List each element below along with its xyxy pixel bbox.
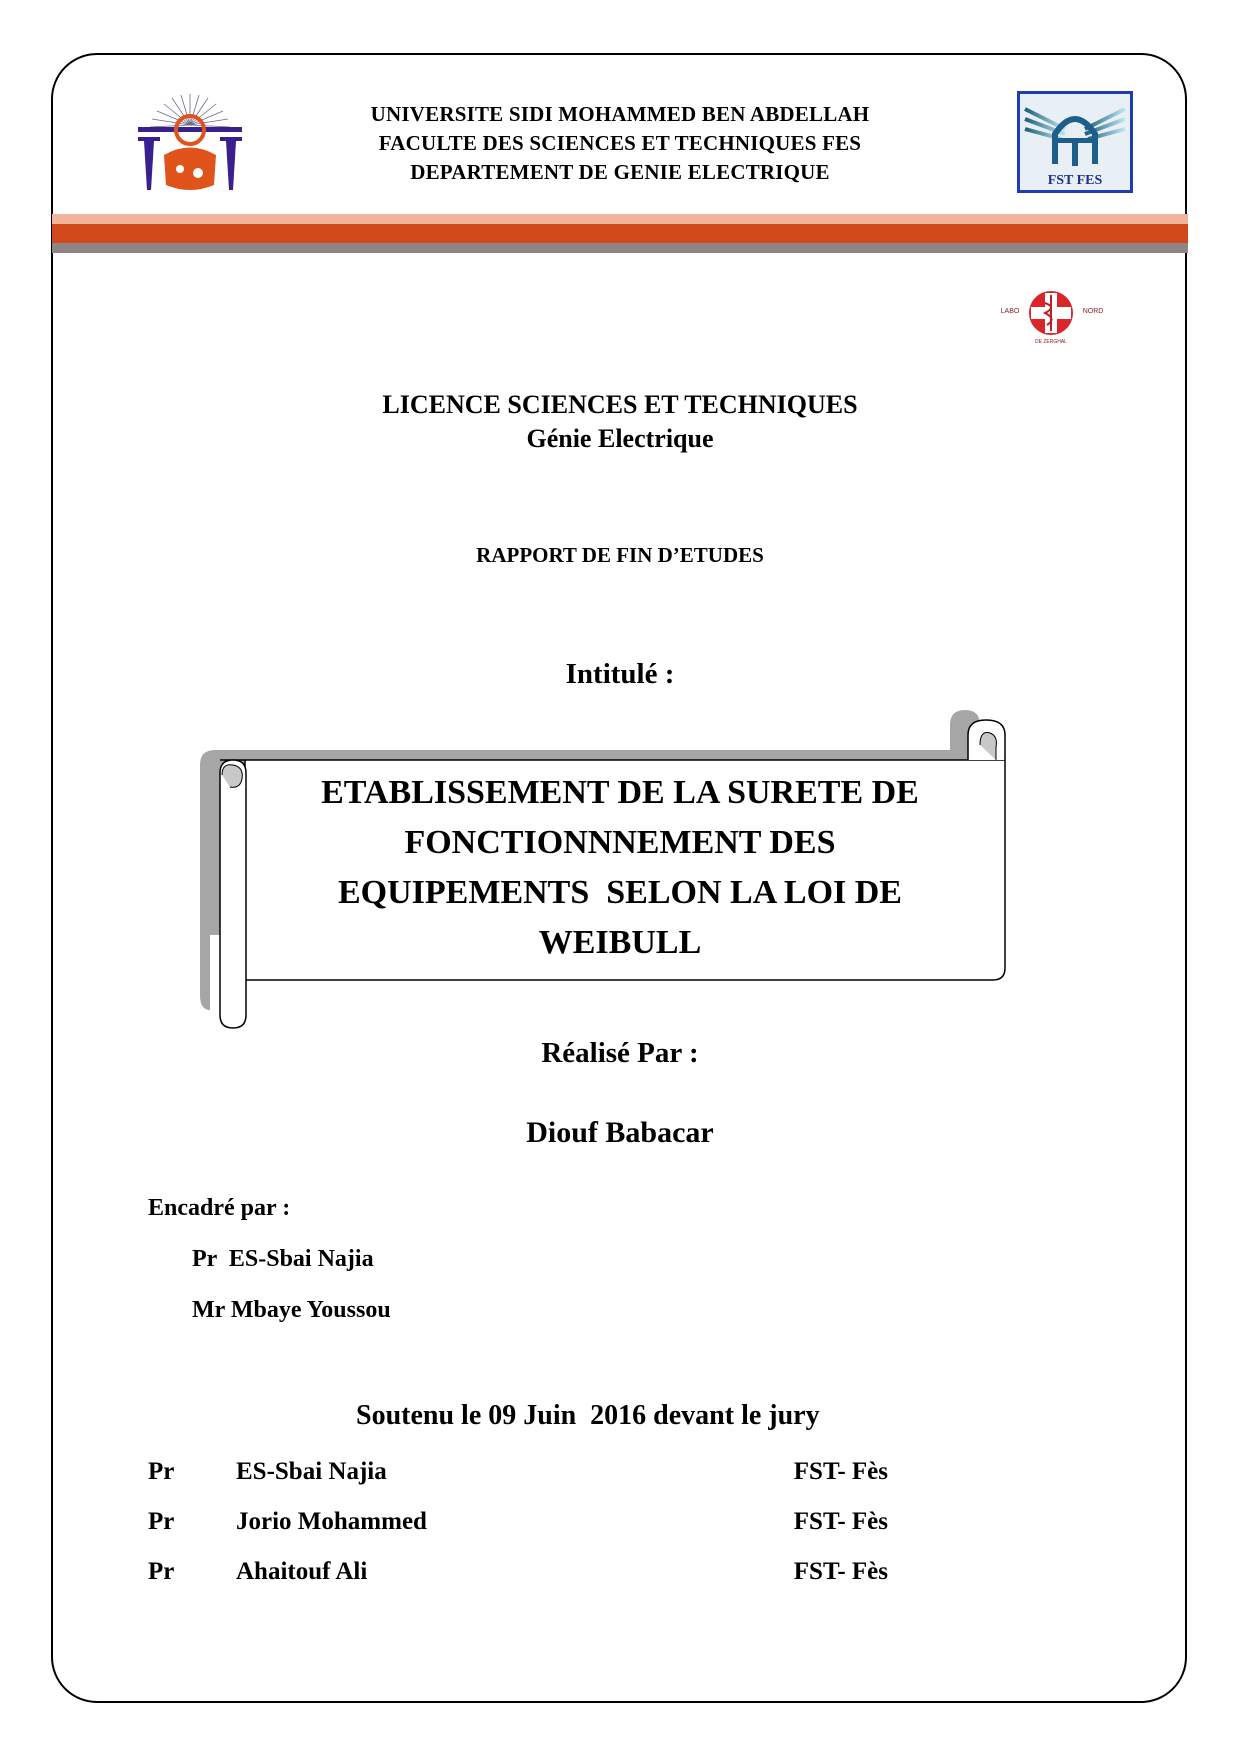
report-title-line: EQUIPEMENTS SELON LA LOI DE [338, 874, 902, 911]
program-block [300, 388, 940, 456]
header-band-light [52, 214, 1188, 224]
jury-title: Pr [148, 1458, 175, 1485]
svg-text:FST FES: FST FES [1047, 173, 1103, 188]
title-label: Intitulé : [565, 658, 675, 690]
jury-title: Pr [148, 1558, 175, 1585]
institution-header [300, 100, 940, 187]
faculty-name: FACULTE DES SCIENCES ET TECHNIQUES FES [378, 131, 862, 155]
jury-name: ES-Sbai Najia [236, 1458, 387, 1485]
fst-fes-logo [1017, 91, 1133, 193]
report-title-line: FONCTIONNNEMENT DES [404, 824, 836, 861]
degree-title: LICENCE SCIENCES ET TECHNIQUES [382, 390, 858, 419]
author-name: Diouf Babacar [526, 1116, 714, 1149]
header-band-gray [52, 243, 1188, 253]
header-band-orange [52, 224, 1188, 243]
supervisor-item: Pr ES-Sbai Najia [192, 1246, 374, 1272]
labo-nord-logo [985, 283, 1115, 351]
jury-row [148, 1508, 888, 1542]
report-title [260, 768, 980, 968]
jury-name: Ahaitouf Ali [236, 1558, 368, 1585]
supervisor-item: Mr Mbaye Youssou [192, 1297, 391, 1323]
report-title-line: WEIBULL [538, 924, 702, 961]
svg-text:DE ZERGHAL: DE ZERGHAL [1035, 339, 1067, 345]
report-type: RAPPORT DE FIN D’ETUDES [476, 543, 764, 567]
report-title-line: ETABLISSEMENT DE LA SURETE DE [321, 774, 919, 811]
jury-institution: FST- Fès [793, 1458, 888, 1485]
usmba-logo [130, 85, 250, 195]
jury-institution: FST- Fès [793, 1508, 888, 1535]
department-name: DEPARTEMENT DE GENIE ELECTRIQUE [410, 160, 830, 184]
jury-institution: FST- Fès [793, 1558, 888, 1585]
jury-row [148, 1558, 888, 1592]
jury-title: Pr [148, 1508, 175, 1535]
supervisors-label: Encadré par : [148, 1195, 291, 1221]
defense-statement: Soutenu le 09 Juin 2016 devant le jury [356, 1400, 820, 1431]
field-title: Génie Electrique [526, 424, 714, 453]
university-name: UNIVERSITE SIDI MOHAMMED BEN ABDELLAH [370, 102, 870, 126]
svg-text:NORD: NORD [1082, 308, 1104, 315]
jury-row [148, 1458, 888, 1492]
jury-name: Jorio Mohammed [236, 1508, 427, 1535]
author-label: Réalisé Par : [541, 1037, 699, 1069]
svg-text:LABO: LABO [1000, 308, 1020, 315]
